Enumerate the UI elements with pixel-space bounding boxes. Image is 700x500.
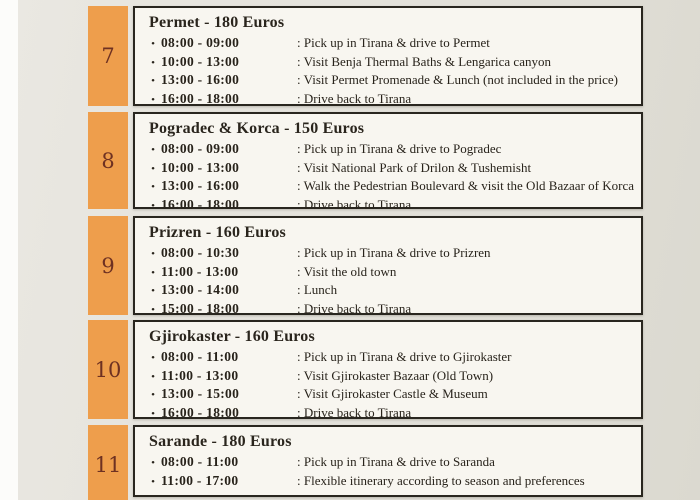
schedule-item (145, 385, 635, 404)
activity-description: : Pick up in Tirana & drive to Saranda (297, 454, 495, 469)
bullet-icon: • (151, 457, 155, 469)
day-row-10 (0, 320, 700, 419)
schedule-list (145, 140, 635, 214)
time-range: 16:00 - 18:00 (161, 404, 240, 420)
bullet-icon: • (151, 75, 155, 87)
day-row-11 (0, 425, 700, 500)
activity-description: : Pick up in Tirana & drive to Gjirokaster (297, 349, 512, 364)
time-range: 08:00 - 11:00 (161, 454, 239, 469)
activity-description: : Drive back to Tirana (297, 404, 412, 420)
bullet-icon: • (151, 352, 155, 364)
bullet-icon: • (151, 389, 155, 401)
day-number: 7 (101, 44, 115, 68)
activity-description: : Pick up in Tirana & drive to Prizren (297, 245, 491, 260)
itinerary-card (133, 425, 643, 497)
schedule-item (145, 34, 635, 53)
activity-description: : Visit Benja Thermal Baths & Lengarica canyon (297, 53, 551, 69)
schedule-list (145, 348, 635, 422)
schedule-list (145, 244, 635, 318)
schedule-list (145, 34, 635, 108)
bullet-icon: • (151, 303, 155, 316)
activity-description: : Drive back to Tirana (297, 196, 412, 212)
itinerary-card (133, 112, 643, 212)
schedule-item (145, 472, 635, 491)
schedule-item (145, 281, 635, 300)
tour-title: Sarande - 180 Euros (149, 433, 292, 450)
day-number-badge (88, 216, 128, 315)
schedule-item (145, 404, 635, 423)
day-number: 10 (94, 357, 122, 382)
schedule-item (145, 159, 635, 178)
schedule-item (145, 263, 635, 282)
time-range: 11:00 - 17:00 (161, 472, 239, 488)
bullet-icon: • (151, 181, 155, 193)
activity-description: : Visit Gjirokaster Castle & Museum (297, 386, 488, 401)
bullet-icon: • (151, 162, 155, 175)
schedule-list (145, 453, 635, 490)
schedule-item (145, 348, 635, 367)
time-range: 13:00 - 14:00 (161, 282, 240, 297)
bullet-icon: • (151, 144, 155, 156)
bullet-icon: • (151, 248, 155, 260)
activity-description: : Flexible itinerary according to season and preferences (297, 472, 585, 488)
bullet-icon: • (151, 56, 155, 69)
day-number-badge (88, 112, 128, 209)
day-number: 8 (101, 148, 115, 173)
time-range: 08:00 - 11:00 (161, 349, 239, 364)
bullet-icon: • (151, 370, 155, 383)
schedule-item (145, 453, 635, 472)
time-range: 11:00 - 13:00 (161, 263, 239, 279)
bullet-icon: • (151, 266, 155, 279)
time-range: 15:00 - 18:00 (161, 300, 240, 316)
bullet-icon: • (151, 285, 155, 297)
schedule-item (145, 300, 635, 319)
itinerary-card (133, 320, 643, 419)
day-number: 9 (101, 253, 115, 278)
day-number-badge (88, 320, 128, 419)
bullet-icon: • (151, 199, 155, 212)
day-number-badge (88, 425, 128, 500)
activity-description: : Visit Gjirokaster Bazaar (Old Town) (297, 367, 494, 383)
tour-title: Pogradec & Korca - 150 Euros (149, 120, 365, 137)
schedule-item (145, 53, 635, 72)
tour-title: Permet - 180 Euros (149, 14, 285, 31)
schedule-item (145, 140, 635, 159)
day-row-8 (0, 112, 700, 212)
time-range: 08:00 - 09:00 (161, 35, 240, 50)
activity-description: : Pick up in Tirana & drive to Pogradec (297, 141, 502, 156)
schedule-item (145, 367, 635, 386)
time-range: 16:00 - 18:00 (161, 196, 240, 212)
activity-description: : Pick up in Tirana & drive to Permet (297, 35, 490, 50)
time-range: 10:00 - 13:00 (161, 159, 240, 175)
itinerary-card (133, 216, 643, 315)
time-range: 11:00 - 13:00 (161, 367, 239, 383)
activity-description: : Lunch (297, 282, 338, 297)
schedule-item (145, 244, 635, 263)
activity-description: : Drive back to Tirana (297, 90, 412, 106)
day-row-7 (0, 6, 700, 106)
schedule-item (145, 196, 635, 215)
bullet-icon: • (151, 38, 155, 50)
activity-description: : Visit the old town (297, 263, 397, 279)
bullet-icon: • (151, 407, 155, 420)
time-range: 13:00 - 15:00 (161, 386, 240, 401)
schedule-item (145, 71, 635, 90)
itinerary-card (133, 6, 643, 106)
day-number-badge (88, 6, 128, 106)
day-row-9 (0, 216, 700, 315)
bullet-icon: • (151, 475, 155, 488)
time-range: 08:00 - 10:30 (161, 245, 240, 260)
day-number: 11 (94, 453, 122, 477)
time-range: 13:00 - 16:00 (161, 178, 240, 193)
tour-title: Prizren - 160 Euros (149, 224, 286, 241)
time-range: 08:00 - 09:00 (161, 141, 240, 156)
activity-description: : Visit Permet Promenade & Lunch (not included in the price) (297, 72, 619, 87)
time-range: 16:00 - 18:00 (161, 90, 240, 106)
activity-description: : Visit National Park of Drilon & Tushemisht (297, 159, 532, 175)
bullet-icon: • (151, 93, 155, 106)
schedule-item (145, 90, 635, 109)
schedule-item (145, 177, 635, 196)
time-range: 10:00 - 13:00 (161, 53, 240, 69)
activity-description: : Walk the Pedestrian Boulevard & visit the Old Bazaar of Korca (297, 178, 634, 193)
tour-title: Gjirokaster - 160 Euros (149, 328, 315, 345)
time-range: 13:00 - 16:00 (161, 72, 240, 87)
activity-description: : Drive back to Tirana (297, 300, 412, 316)
